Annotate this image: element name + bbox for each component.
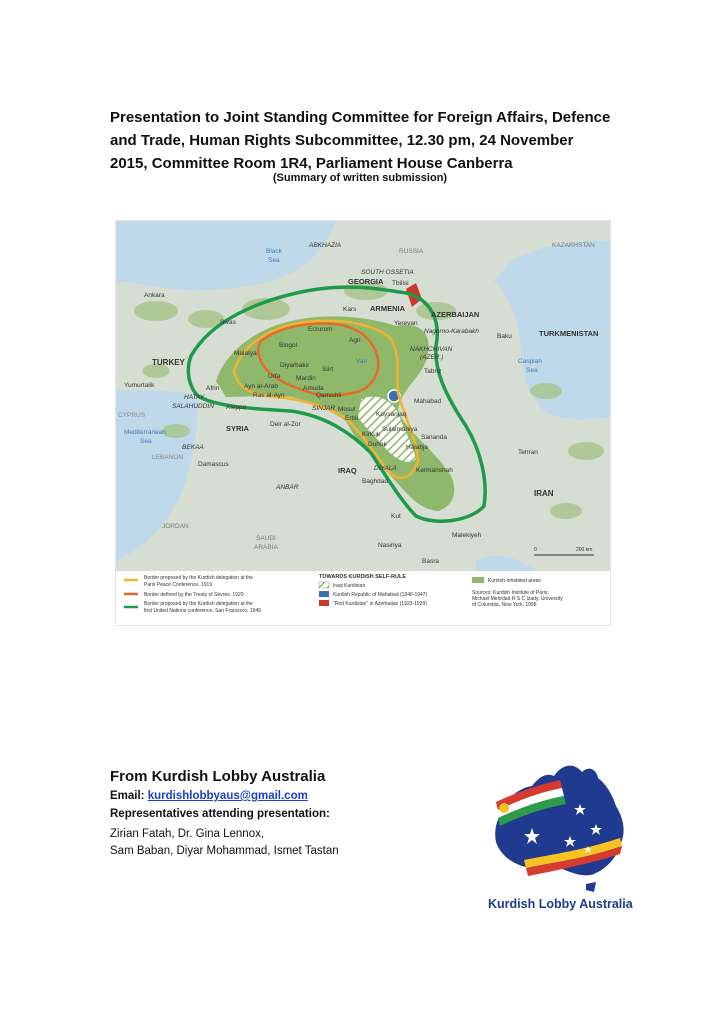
label-scale-0: 0 [534,547,537,553]
label-urfa: Urfa [268,373,281,380]
label-ankara: Ankara [144,292,165,299]
representatives-line-2: Sam Baban, Diyar Mohammad, Ismet Tastan [110,845,339,857]
label-tehran: Tehran [518,449,538,456]
logo-sun-icon [499,803,509,813]
label-kazakhstan: KAZAKHSTAN [552,242,595,249]
label-diyala: DIYALA [374,465,397,472]
label-malekiyeh: Malekiyeh [452,532,482,539]
label-black-sea-2: Sea [268,257,280,264]
label-ras-al-ayn: Ras al-Ayn [253,392,285,399]
label-abkhazia: ABKHAZIA [309,242,342,249]
label-koysanjaq: Koysanjaq [376,411,407,418]
label-mediterranean-2: Sea [140,438,152,445]
legend-self-rule2: Kurdish Republic of Mahabad (1946-1947) [333,592,428,598]
label-saudi: SAUDI [256,535,276,542]
label-aleppo: Aleppo [226,404,247,411]
legend-swatch-inhabited [472,577,484,583]
label-bekaa: BEKAA [182,444,204,451]
label-iraq: IRAQ [338,466,357,475]
legend-self-rule-title: TOWARDS KURDISH SELF-RULE [319,574,406,580]
label-iran: IRAN [534,489,554,498]
label-south-ossetia: SOUTH OSSETIA [361,269,414,276]
label-lebanon: LEBANON [152,454,184,461]
title-line-2: and Trade, Human Rights Subcommittee, 12.30 pm, 24 November [110,132,574,149]
label-azerbaijan: AZERBAIJAN [431,310,480,319]
legend-sources2: Michael Mehrdad R S C Izady, University [472,596,563,602]
label-cyprus: CYPRUS [118,412,146,419]
kurdistan-map [115,220,611,626]
legend-item1a: Border proposed by the Kurdish delegation at the [144,575,253,581]
label-tabriz: Tabriz [424,368,442,375]
label-agri: Agri [349,337,361,344]
label-afrin: Afrin [206,385,220,392]
label-deir-al-zor: Deir al-Zor [270,421,301,428]
document-subtitle: (Summary of written submission) [272,172,448,184]
label-sivas: Sivas [220,319,236,326]
label-caspian: Caspian [518,358,542,365]
legend-swatch-red-kurdistan [319,600,329,606]
label-amuda: Amuda [303,385,324,392]
label-erbil: Erbil [345,415,359,422]
legend-item3b: first United Nations conference, San Francisco, 1945 [144,608,262,614]
representatives-list [110,826,339,860]
label-malatya: Malatya [234,350,257,357]
label-kars: Kars [343,306,357,313]
label-sananda: Sananda [421,434,448,441]
label-turkey: TURKEY [152,358,185,367]
label-black-sea: Black [266,248,282,255]
label-basra: Basra [422,558,439,565]
label-baku: Baku [497,333,512,340]
document-title [110,106,630,175]
map-graphic [116,221,610,625]
label-siirt: Siirt [322,366,334,373]
legend-item2: Border defined by the Treaty of Sèvres, 1920 [144,592,244,598]
label-anbar: ANBAR [276,484,299,491]
from-heading: From Kurdish Lobby Australia [110,768,326,785]
label-azer: (AZER.) [420,354,444,361]
label-sulaimaniya: Sulaimaniya [382,426,418,433]
label-sinjar: SINJAR [312,405,336,412]
label-yumurtalik: Yumurtalik [124,382,155,389]
email-label: Email: [110,790,148,802]
label-jordan: JORDAN [162,523,189,530]
logo-text: Kurdish Lobby Australia [488,897,633,911]
label-yerevan: Yerevan [394,320,418,327]
label-halabja: Halabja [406,444,429,451]
label-scale-200: 200 km [576,547,593,553]
label-kut: Kut [391,513,401,520]
label-bingol: Bingol [279,342,298,349]
legend-sources1: Sources: Kurdish Institute of Paris; [472,590,549,596]
email-line [110,790,308,802]
legend-swatch-mahabad [319,591,329,597]
label-ayn-al-arab: Ayn al-Arab [244,383,278,390]
label-qamishli: Qamishli [316,392,342,399]
representatives-heading: Representatives attending presentation: [110,808,330,820]
label-syria: SYRIA [226,424,249,433]
label-duhok: Duhok [368,441,387,448]
label-mosul: Mosul [338,406,356,413]
tasmania-shape [586,882,596,892]
legend-item3a: Border proposed by the Kurdish delegation at the [144,601,253,607]
title-line-1: Presentation to Joint Standing Committee for Foreign Affairs, Defence [110,109,611,126]
title-line-3: 2015, Committee Room 1R4, Parliament House Canberra [110,155,513,172]
logo-graphic [484,758,634,918]
label-diyarbakir: Diyarbakir [280,362,310,369]
email-link[interactable]: kurdishlobbyaus@gmail.com [147,790,308,802]
label-arabia: ARABIA [254,544,278,551]
label-hatay: HATAY [184,394,205,401]
label-georgia: GEORGIA [348,277,384,286]
label-van: Van [356,358,368,365]
representatives-line-1: Zirian Fatah, Dr. Gina Lennox, [110,828,265,840]
label-caspian-2: Sea [526,367,538,374]
legend-self-rule3: "Red Kurdistan" in Azerbaijan (1923-1929) [333,601,427,607]
label-kirkuk: Kirkuk [362,431,381,438]
label-russia: RUSSIA [399,248,424,255]
label-nasiriya: Nasiriya [378,542,402,549]
kurdish-lobby-logo [484,758,634,918]
label-baghdad: Baghdad [362,478,389,485]
label-armenia: ARMENIA [370,304,405,313]
label-erzurum: Erzurum [308,326,333,333]
label-turkmenistan: TURKMENISTAN [539,329,599,338]
legend-item1b: Paris Peace Conference, 1919 [144,582,213,588]
label-mahabad: Mahabad [414,398,442,405]
label-mardin: Mardin [296,375,316,382]
legend-swatch-iraqi-kurdistan [319,582,329,588]
label-nagorno: Nagorno-Karabakh [424,328,479,335]
label-salahuddin: SALAHUDDIN [172,403,214,410]
label-kermanshah: Kermanshah [416,467,453,474]
label-mediterranean: Mediterranean [124,429,166,436]
legend-inhabited: Kurdish-inhabited areas [488,578,541,584]
label-damascus: Damascus [198,461,229,468]
legend-sources3: of Columbia, New York, 1998 [472,602,537,608]
label-tbilisi: Tbilisi [392,280,409,287]
legend-self-rule1: Iraqi Kurdistan [333,583,366,589]
label-nakhchivan: NAKHCHIVAN [410,346,453,353]
